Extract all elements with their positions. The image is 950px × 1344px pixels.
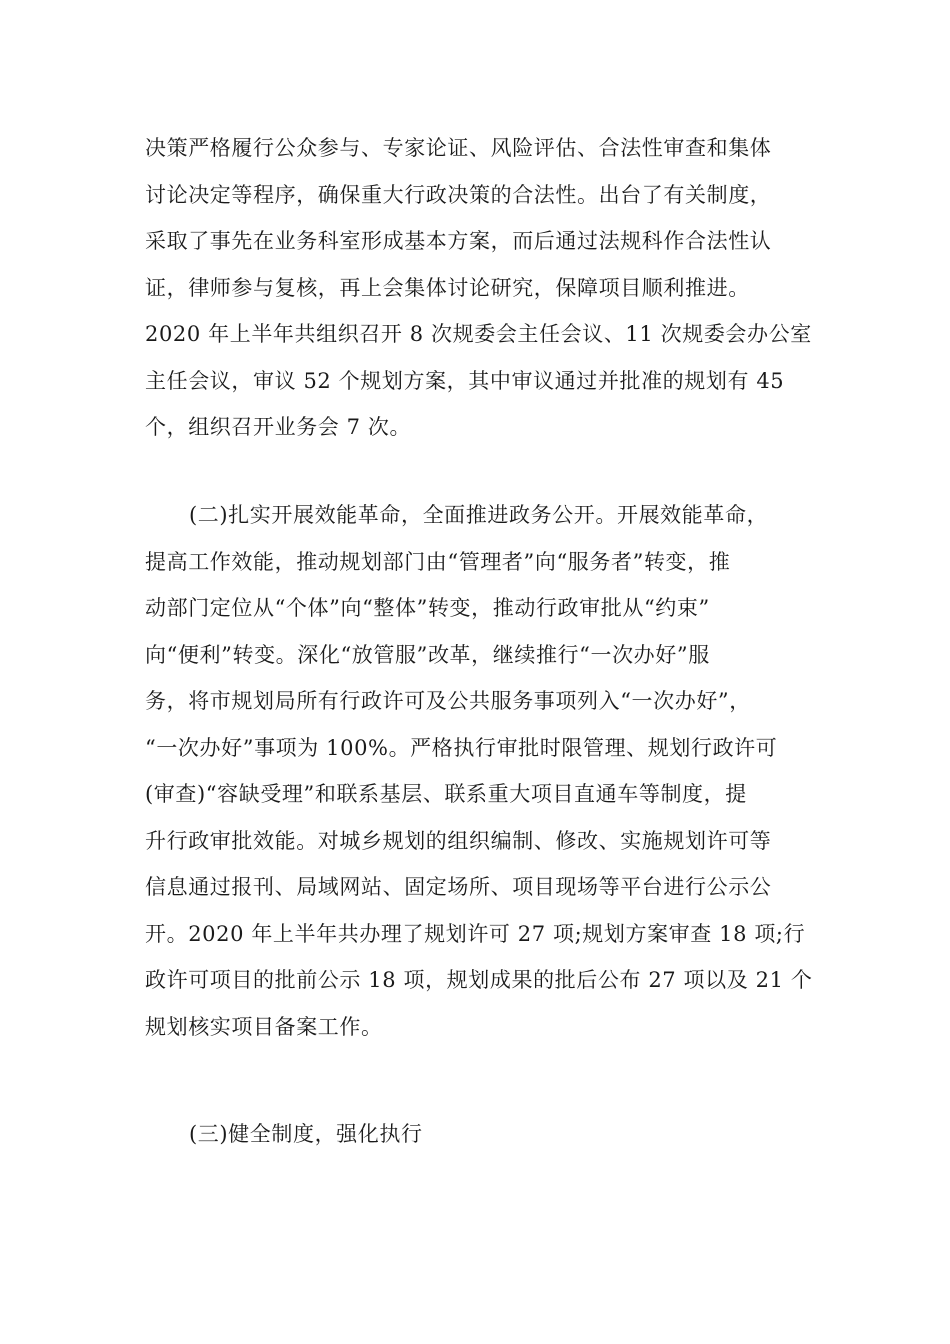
text-line: (审查)“容缺受理”和联系基层、联系重大项目直通车等制度，提 xyxy=(145,782,747,806)
paragraph-decision-procedures xyxy=(145,125,812,451)
text-line: 个，组织召开业务会 7 次。 xyxy=(145,415,412,439)
text-line: 采取了事先在业务科室形成基本方案，而后通过法规科作合法性认 xyxy=(145,229,772,253)
paragraph-efficiency-revolution xyxy=(145,492,813,1050)
text-line: 开。2020 年上半年共办理了规划许可 27 项;规划方案审查 18 项;行 xyxy=(145,921,806,946)
text-line: 政许可项目的批前公示 18 项，规划成果的批后公布 27 项以及 21 个 xyxy=(145,968,813,992)
text-line: 向“便利”转变。深化“放管服”改革，继续推行“一次办好”服 xyxy=(145,642,710,667)
text-line: 提高工作效能，推动规划部门由“管理者”向“服务者”转变，推 xyxy=(145,549,731,574)
text-line: 决策严格履行公众参与、专家论证、风险评估、合法性审查和集体 xyxy=(145,136,772,160)
text-line: “一次办好”事项为 100%。严格执行审批时限管理、规划行政许可 xyxy=(145,735,778,760)
section-heading-line: (二)扎实开展效能革命，全面推进政务公开。开展效能革命， xyxy=(189,503,769,527)
text-line: 动部门定位从“个体”向“整体”转变，推动行政审批从“约束” xyxy=(145,596,710,620)
text-line: 规划核实项目备案工作。 xyxy=(145,1014,383,1039)
text-line: 升行政审批效能。对城乡规划的组织编制、修改、实施规划许可等 xyxy=(145,828,772,853)
text-line: 务，将市规划局所有行政许可及公共服务事项列入“一次办好”， xyxy=(145,689,751,713)
text-line: 2020 年上半年共组织召开 8 次规委会主任会议、11 次规委会办公室 xyxy=(145,322,812,346)
text-line: 讨论决定等程序，确保重大行政决策的合法性。出台了有关制度， xyxy=(145,182,772,207)
section-heading-line: (三)健全制度，强化执行 xyxy=(189,1122,423,1146)
text-line: 信息通过报刊、局域网站、固定场所、项目现场等平台进行公示公 xyxy=(145,875,772,899)
text-line: 主任会议，审议 52 个规划方案，其中审议通过并批准的规划有 45 xyxy=(145,368,785,393)
text-line: 证，律师参与复核，再上会集体讨论研究，保障项目顺利推进。 xyxy=(145,275,750,300)
paragraph-section-three xyxy=(145,1111,805,1158)
